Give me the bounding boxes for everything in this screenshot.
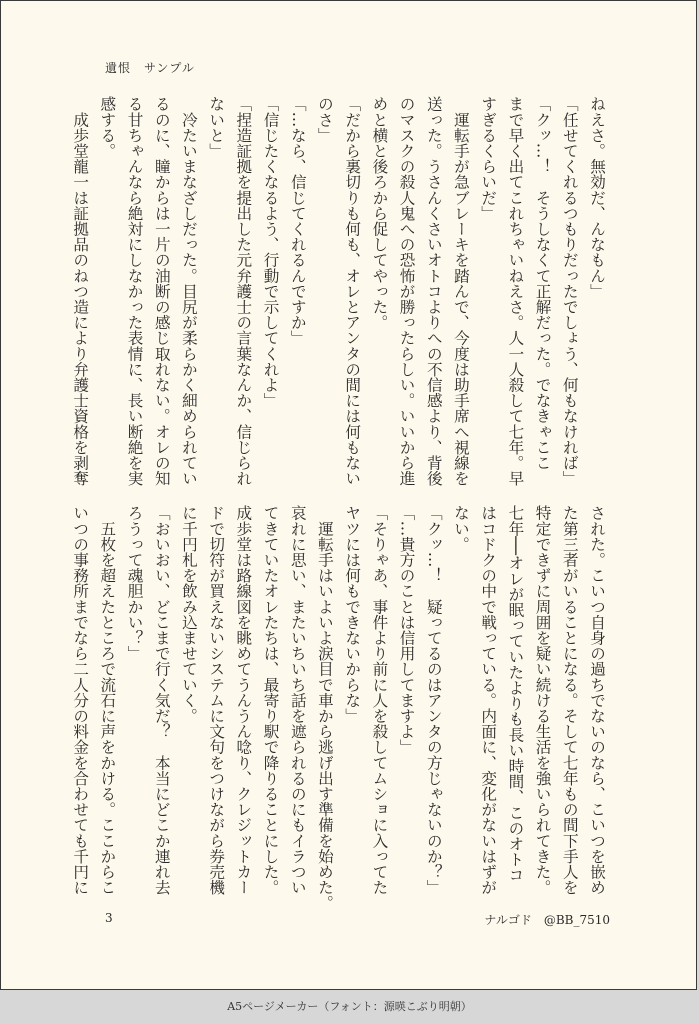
text-line: ない。 bbox=[451, 505, 470, 552]
text-line: 運転手はいよいよ涙目で車から逃げ出す準備を始めた。 bbox=[315, 505, 334, 911]
text-line: のマスクの殺人鬼への恐怖が勝ったらしい。いいから進 bbox=[397, 96, 416, 486]
page-number: 3 bbox=[105, 911, 113, 925]
text-line: るのに、瞳からは一片の油断の感じ取れない。オレの知 bbox=[152, 96, 171, 486]
text-line: てきていたオレたちは、最寄り駅で降りることにした。 bbox=[261, 505, 280, 895]
text-line: めと横と後ろから促してやった。 bbox=[370, 96, 389, 330]
text-block-top bbox=[71, 96, 610, 486]
text-line: 特定できずに周囲を疑い続ける生活を強いられてきた。 bbox=[533, 505, 552, 895]
text-line: ヤツには何もできないからな」 bbox=[343, 505, 362, 724]
text-line: に千円札を飲み込ませていく。 bbox=[179, 505, 198, 724]
text-line: 「おいおい、どこまで行く気だ？ 本当にどこか連れ去 bbox=[152, 505, 171, 895]
text-line: 「捏造証拠を提出した元弁護士の言葉なんか、信じられ bbox=[234, 96, 253, 486]
generator-caption: A5ページメーカー（フォント：源暎こぶり明朝） bbox=[227, 1000, 472, 1013]
text-line: 七年──オレが眠っていたよりも長い時間、このオトコ bbox=[506, 505, 525, 883]
text-line: のさ」 bbox=[315, 96, 334, 143]
author-credit: ナルゴド @BB_7510 bbox=[484, 913, 610, 927]
text-line: すぎるくらいだ」 bbox=[479, 96, 498, 221]
text-line: 「クッ…！ そうしなくて正解だった。でなきゃここ bbox=[533, 96, 552, 471]
text-line: る甘ちゃんなら絶対にしなかった表情に、長い断絶を実 bbox=[125, 96, 144, 486]
text-line: 「そりゃあ、事件より前に人を殺してムショに入ってた bbox=[370, 505, 389, 895]
text-line: ねえさ。無効だ、んなもん」 bbox=[588, 96, 606, 299]
text-line: された。こいつ自身の過ちでないのなら、こいつを嵌め bbox=[588, 505, 606, 895]
text-line: 成歩堂龍一は証拠品のねつ造により弁護士資格を剥奪 bbox=[71, 96, 90, 486]
text-line: 運転手が急ブレーキを踏んで、今度は助手席へ視線を bbox=[451, 96, 470, 486]
text-line: 五枚を超えたところで流石に声をかける。ここからこ bbox=[98, 505, 117, 895]
text-line: 「信じたくなるよう、行動で示してくれよ」 bbox=[261, 96, 280, 408]
text-line: 哀れに思い、またいちいち話を遮られるのにもイラつい bbox=[288, 505, 307, 895]
text-line: まで早く出てこれちゃいねえさ。人一人殺して七年。早 bbox=[506, 96, 525, 486]
text-block-bottom bbox=[71, 505, 610, 911]
text-line: いつの事務所までなら二人分の料金を合わせても千円に bbox=[71, 505, 90, 895]
text-line: 感する。 bbox=[98, 96, 117, 159]
text-line: 冷たいまなざしだった。目尻が柔らかく細められてい bbox=[179, 96, 198, 486]
text-line: 「だから裏切りも何も、オレとアンタの間には何もない bbox=[343, 96, 362, 486]
page-header-title: 遺恨 サンプル bbox=[105, 61, 195, 75]
text-line: た第三者がいることになる。そして七年もの間下手人を bbox=[560, 505, 579, 895]
text-line: はコドクの中で戦っている。内面に、変化がないはずが bbox=[479, 505, 498, 895]
text-line: ろうって魂胆かい？」 bbox=[125, 505, 144, 661]
text-line: ドで切符が買えないシステムに文句をつけながら券売機 bbox=[207, 505, 226, 895]
text-line: ないと」 bbox=[207, 96, 226, 159]
text-line: 送った。うさんくさいオトコよりへの不信感より、背後 bbox=[424, 96, 443, 486]
text-line: 成歩堂は路線図を眺めてうんうん唸り、クレジットカー bbox=[234, 505, 253, 895]
text-line: 「…貴方のことは信用してますよ」 bbox=[397, 505, 416, 755]
text-line: 「任せてくれるつもりだったでしょう、何もなければ」 bbox=[560, 96, 579, 486]
text-line: 「クッ…！ 疑ってるのはアンタの方じゃないのか？」 bbox=[424, 505, 443, 895]
text-line: 「…なら、信じてくれるんですか」 bbox=[288, 96, 307, 346]
